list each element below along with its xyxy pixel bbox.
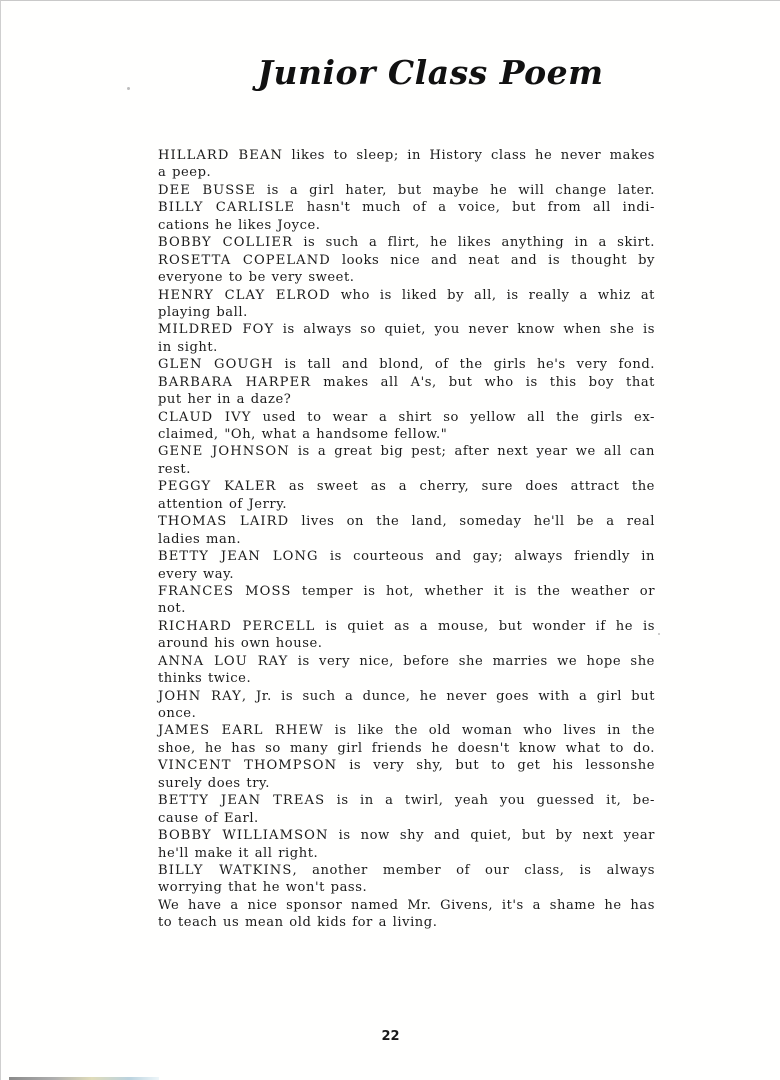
poem-line [158,199,655,216]
poem-text: thinks twice. [158,671,252,687]
poem-text: around his own house. [158,636,323,652]
poem-line [158,356,655,373]
poem-text: not. [158,601,186,617]
page-title: Junior Class Poem [257,53,604,92]
poem-line [158,426,655,443]
poem-text: We have a nice sponsor named Mr. Givens, it's a shame he has [158,897,655,913]
poem-line [158,182,655,199]
poem-line [158,740,655,757]
poem-text: , Jr. is such a dunce, he never goes with a girl but [241,688,656,704]
poem-text: is very nice, before she marries we hope she [288,653,655,669]
poem-line [158,722,655,739]
poem-line [158,862,655,879]
poem-text: he'll make it all right. [158,845,319,861]
poem-line [158,757,655,774]
poem-text: is such a flirt, he likes anything in a skirt. [293,235,655,251]
student-name: BILLY CARLISLE [158,200,296,216]
poem-line [158,566,655,583]
poem-line [158,252,655,269]
poem-line [158,339,655,356]
poem-text: makes all A's, but who is this boy that [311,374,655,390]
poem-line [158,618,655,635]
poem-text: put her in a daze? [158,392,292,408]
poem-line [158,810,655,827]
poem-text: worrying that he won't pass. [158,880,368,896]
student-name: HILLARD BEAN [158,148,284,163]
poem-line [158,688,655,705]
student-name: MILDRED FOY [158,322,275,338]
poem-text: attention of Jerry. [158,496,288,512]
poem-line [158,321,655,338]
poem-line [158,461,655,478]
student-name: DEE BUSSE [158,182,256,198]
poem-text: is tall and blond, of the girls he's very fond. [273,357,655,373]
student-name: ROSETTA COPELAND [158,252,331,268]
poem-line [158,304,655,321]
poem-line [158,443,655,460]
poem-text: once. [158,706,197,721]
poem-line [158,583,655,600]
student-name: FRANCES MOSS [158,583,292,599]
poem-text: hasn't much of a voice, but from all indi- [295,200,655,216]
student-name: THOMAS LAIRD [158,514,290,530]
poem-text: playing ball. [158,304,248,320]
poem-text: is very shy, but to get his lessonshe [337,758,655,774]
poem-text: cause of Earl. [158,810,259,826]
poem-text: used to wear a shirt so yellow all the girls ex- [251,409,655,425]
student-name: CLAUD IVY [158,409,252,425]
poem-text: is a girl hater, but maybe he will change later. [255,182,655,198]
poem-text: lives on the land, someday he'll be a real [289,514,655,530]
student-name: JAMES EARL RHEW [158,723,324,739]
poem-line [158,478,655,495]
poem-text: is like the old woman who lives in the [323,723,655,739]
poem-text: is a great big pest; after next year we all can [289,444,655,460]
poem-line [158,374,655,391]
poem-text: is courteous and gay; always friendly in [318,549,655,565]
poem-line [158,531,655,548]
student-name: HENRY CLAY ELROD [158,287,331,303]
poem-text: in sight. [158,339,218,355]
poem-text: a peep. [158,165,212,181]
poem-text: ladies man. [158,531,242,547]
poem-line [158,775,655,792]
poem-text: shoe, he has so many girl friends he doesn't know what to do. [158,740,655,756]
poem-line [158,496,655,513]
poem-line [158,897,655,914]
scan-speck [127,87,130,90]
student-name: GENE JOHNSON [158,444,290,460]
poem-line [158,391,655,408]
poem-text: is always so quiet, you never know when she is [274,322,656,338]
poem-line [158,635,655,652]
poem-line [158,914,655,931]
student-name: ANNA LOU RAY [158,653,289,669]
student-name: GLEN GOUGH [158,357,274,373]
poem-line [158,287,655,304]
poem-line [158,269,655,286]
poem-line [158,513,655,530]
poem-line [158,845,655,862]
page-number: 22 [381,1029,400,1044]
poem-line [158,827,655,844]
poem-text: temper is hot, whether it is the weather or [291,583,656,599]
student-name: VINCENT THOMPSON [158,758,338,774]
student-name: BETTY JEAN TREAS [158,793,326,809]
scan-speck [658,633,660,635]
poem-text: , another member of our class, is always [292,862,655,878]
poem-text: everyone to be very sweet. [158,270,355,286]
poem-text: every way. [158,566,235,582]
poem-text: likes to sleep; in History class he never makes [283,148,656,163]
poem-text: is now shy and quiet, but by next year [328,828,655,844]
poem-line [158,705,655,722]
poem-text: looks nice and neat and is thought by [330,252,655,268]
poem-line [158,879,655,896]
poem-line [158,792,655,809]
student-name: BOBBY COLLIER [158,235,294,251]
poem-text: surely does try. [158,775,270,791]
poem-line [158,409,655,426]
poem-text: claimed, "Oh, what a handsome fellow." [158,427,448,442]
poem-line [158,600,655,617]
poem-text: is quiet as a mouse, but wonder if he is [315,618,655,634]
poem-text: who is liked by all, is really a whiz at [330,287,655,303]
poem-text: as sweet as a cherry, sure does attract the [276,479,655,495]
poem-text: cations he likes Joyce. [158,217,321,233]
poem-line [158,653,655,670]
student-name: BILLY WATKINS [158,862,293,878]
poem-text: rest. [158,461,191,477]
student-name: RICHARD PERCELL [158,618,316,634]
poem-line [158,147,655,164]
poem-line [158,164,655,181]
poem-body [158,147,655,932]
poem-line [158,234,655,251]
student-name: PEGGY KALER [158,479,277,495]
student-name: BARBARA HARPER [158,374,312,390]
student-name: JOHN RAY [158,688,242,704]
poem-line [158,217,655,234]
student-name: BETTY JEAN LONG [158,549,319,565]
poem-line [158,548,655,565]
poem-text: is in a twirl, yeah you guessed it, be- [325,793,655,809]
poem-text: to teach us mean old kids for a living. [158,915,438,931]
student-name: BOBBY WILLIAMSON [158,828,329,844]
poem-line [158,670,655,687]
